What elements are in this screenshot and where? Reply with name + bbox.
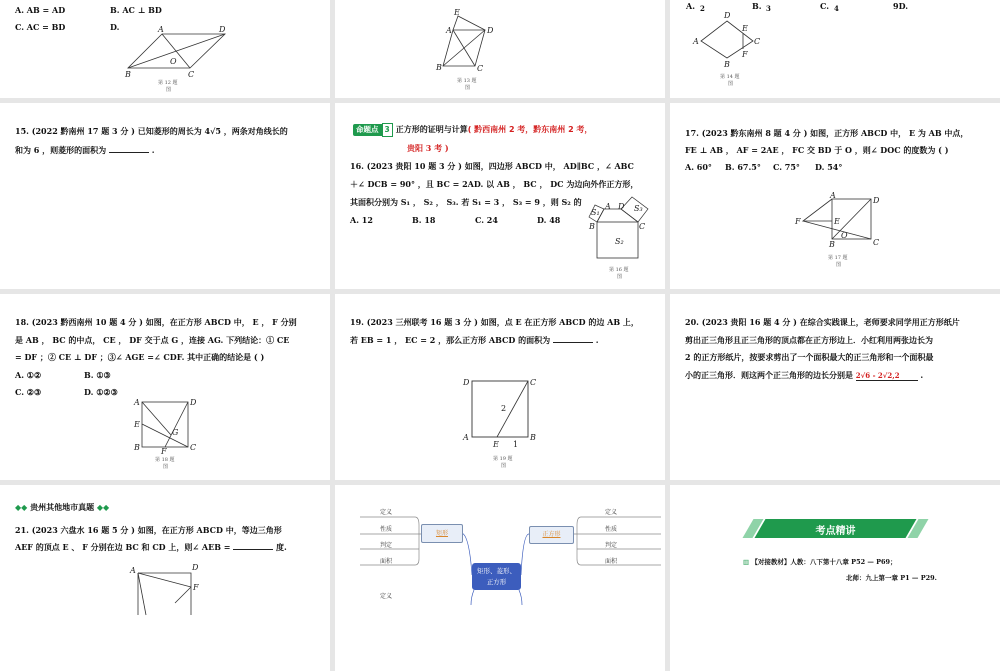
slide-thumbnail-q19[interactable] [335, 294, 665, 480]
mindmap-leaf[interactable]: 面积 [380, 558, 393, 565]
question-text: AEF 的顶点 E 、 F 分别在边 BC 和 CD 上，则∠ AEB = 度. [15, 542, 287, 552]
question-text: 15. (2022 黔南州 17 题 3 分 ) 已知菱形的周长为 4√5 ，两条对角线长的 [15, 126, 288, 136]
question-text: 是 AB ， BC 的中点， CE ， DF 交于点 G ，连接 AG. 下列结论：① CE [15, 335, 290, 345]
label-c: C [639, 222, 646, 231]
figure-14 [670, 0, 1000, 98]
option-c: C. AC = BD [15, 22, 66, 32]
question-text: 16. (2023 贵阳 10 题 3 分 ) 如图，四边形 ABCD 中， AD∥BC ，∠ ABC [350, 161, 634, 171]
label-c: C [754, 37, 761, 46]
slide-thumbnail-kaodian[interactable] [670, 485, 1000, 671]
topic-note: 贵阳 3 考 ) [407, 143, 449, 153]
slide-thumbnail-q18[interactable] [0, 294, 330, 480]
question-text: 19. (2023 三州联考 16 题 3 分 ) 如图，点 E 在正方形 ABCD 的边 AB 上， [350, 317, 639, 327]
label-e: E [834, 217, 840, 226]
label-o: O [170, 57, 177, 66]
slide-thumbnail-q17[interactable] [670, 103, 1000, 289]
question-text: ＋∠ DCB = 90° ，且 BC = 2AD. 以 AB ， BC ， DC 为边向外作正方形， [350, 179, 639, 189]
label-a: A [693, 37, 699, 46]
figure-13 [335, 0, 665, 98]
label-b: B [724, 60, 730, 69]
label-length-eb: 1 [513, 440, 519, 449]
question-text: 剪出正三角形且正三角形的顶点都在正方形边上．小红利用两张边长为 [685, 335, 933, 345]
mindmap-node-rectangle[interactable]: 矩形 [421, 524, 463, 543]
label-c: C [873, 238, 880, 247]
mindmap-center-node[interactable]: 矩形、菱形、正方形 [472, 563, 521, 590]
label-c: C [477, 64, 484, 73]
label-d: D [724, 11, 731, 20]
banner-title: 考点精讲 [815, 526, 856, 537]
label-d: D [487, 26, 494, 35]
slide-thumbnail-q20[interactable] [670, 294, 1000, 480]
label-s1: S₁ [591, 208, 600, 217]
label-a: A [134, 398, 140, 407]
label-a: A [158, 25, 164, 34]
label-e: E [742, 24, 748, 33]
question-text: = DF ；② CE ⊥ DF ；③∠ AGE =∠ CDF. 其中正确的结论是 ( ) [15, 352, 265, 362]
label-d: D [463, 378, 470, 387]
label-c: C [190, 443, 197, 452]
label-b: B [530, 433, 536, 442]
question-text: 2 的正方形纸片，按要求剪出了一个面积最大的正三角形和一个面积最 [685, 352, 934, 362]
figure-18 [0, 294, 330, 480]
mindmap-leaf[interactable]: 面积 [605, 558, 618, 565]
option-d: 9D. [893, 1, 909, 11]
book-icon: ▥ [743, 558, 750, 566]
question-text: 17. (2023 黔东南州 8 题 4 分 ) 如图，正方形 ABCD 中， E 为 AB 中点， [685, 128, 969, 138]
label-a: A [446, 26, 452, 35]
label-c: C [530, 378, 537, 387]
label-s2: S₂ [615, 237, 624, 246]
figure-caption: 第 13 题 [457, 78, 477, 84]
label-e: E [454, 8, 460, 17]
figure-caption: 第 16 题 [609, 267, 629, 273]
figure-21 [0, 485, 330, 671]
label-f: F [193, 583, 199, 592]
label-o: O [841, 231, 848, 240]
figure-17 [670, 103, 1000, 289]
option-b-value: 3 [766, 4, 771, 13]
figure-caption: 第 14 题 [720, 74, 740, 80]
mindmap-node-square[interactable]: 正方形 [529, 526, 574, 544]
option-a: A. AB = AD [15, 5, 66, 15]
label-b: B [436, 63, 442, 72]
figure-caption: 第 18 题 [155, 457, 175, 463]
label-b: B [589, 222, 595, 231]
figure-caption: 图 [465, 85, 471, 91]
label-d: D [618, 202, 625, 211]
label-d: D [219, 25, 226, 34]
topic-heading: 命题点 3 正方形的证明与计算( 黔西南州 2 考，黔东南州 2 考， [353, 123, 592, 137]
option-d: D. [110, 22, 120, 32]
figure-caption: 第 12 题 [158, 80, 178, 86]
option-c-value: 4 [834, 4, 839, 13]
figure-caption: 图 [501, 463, 507, 469]
option-a: A. 12 [350, 215, 373, 225]
figure-caption: 第 17 题 [828, 255, 848, 261]
question-text: 若 EB = 1 ， EC = 2 ，那么正方形 ABCD 的面积为 . [350, 335, 599, 345]
figure-16 [335, 103, 665, 289]
mindmap-leaf[interactable]: 定义 [605, 509, 618, 516]
slide-thumbnail-q13[interactable] [335, 0, 665, 98]
slide-thumbnail-mindmap[interactable] [335, 485, 665, 671]
option-c: C. ②③ [15, 387, 42, 397]
figure-caption: 图 [166, 87, 172, 93]
option-b: B. ①③ [84, 370, 111, 380]
mindmap-leaf[interactable]: 定义 [380, 509, 393, 516]
label-a: A [605, 202, 611, 211]
label-e: E [493, 440, 499, 449]
label-f: F [795, 217, 801, 226]
label-c: C [188, 70, 195, 79]
option-b: B. 18 [412, 215, 436, 225]
slide-thumbnail-q21[interactable] [0, 485, 330, 671]
mindmap-leaf[interactable]: 定义 [380, 593, 393, 600]
figure-caption: 图 [836, 262, 842, 268]
option-b: B. AC ⊥ BD [110, 5, 162, 15]
label-f: F [161, 447, 167, 456]
topic-badge: 命题点 [353, 124, 382, 136]
label-s3: S₃ [634, 204, 643, 213]
figure-caption: 图 [617, 274, 623, 280]
label-d: D [873, 196, 880, 205]
slide-thumbnail-q16[interactable] [335, 103, 665, 289]
mindmap-leaf[interactable]: 性质 [605, 526, 618, 533]
label-a: A [130, 566, 136, 575]
option-a: A. [686, 1, 695, 11]
option-b: B. [752, 1, 762, 11]
label-a: A [463, 433, 469, 442]
figure-19 [335, 294, 665, 480]
slide-thumbnail-q15[interactable] [0, 103, 330, 289]
figure-12 [0, 0, 330, 98]
mindmap-leaf[interactable]: 判定 [605, 542, 618, 549]
option-d: D. 48 [537, 215, 561, 225]
question-text: 和为 6 ，则菱形的面积为 . [15, 145, 155, 155]
textbook-reference: ▥ 【对接教材】人教：八下第十八章 P52 — P69； [743, 558, 897, 566]
mindmap-leaf[interactable]: 性质 [380, 526, 393, 533]
label-length-ec: 2 [501, 404, 507, 413]
label-b: B [125, 70, 131, 79]
question-text: 21. (2023 六盘水 16 题 5 分 ) 如图，在正方形 ABCD 中，等边三角形 [15, 525, 282, 535]
option-d: D. ①②③ [84, 387, 118, 397]
option-a: A. 60° [685, 162, 712, 172]
mindmap-leaf[interactable]: 判定 [380, 542, 393, 549]
label-g: G [172, 428, 179, 437]
answer-blank[interactable] [109, 144, 149, 153]
label-f: F [742, 50, 748, 59]
question-text: 小的正三角形．则这两个正三角形的边长分别是 2√6 - 2√2,2 . [685, 370, 924, 380]
section-header: ◆◆ 贵州其他地市真题 ◆◆ [15, 503, 110, 512]
section-banner [748, 519, 923, 538]
slide-thumbnail-q14[interactable] [670, 0, 1000, 98]
question-text: 18. (2023 黔西南州 10 题 4 分 ) 如图，在正方形 ABCD 中， E ， F 分别 [15, 317, 297, 327]
label-e: E [134, 420, 140, 429]
label-d: D [190, 398, 197, 407]
topic-badge-number: 3 [382, 123, 393, 137]
figure-caption: 图 [728, 81, 734, 87]
label-a: A [830, 191, 836, 200]
textbook-reference: 北师：九上第一章 P1 — P29. [846, 574, 937, 582]
label-b: B [134, 443, 140, 452]
option-c: C. 75° [773, 162, 800, 172]
option-b: B. 67.5° [725, 162, 761, 172]
slide-thumbnail-q12[interactable] [0, 0, 330, 98]
answer-text: 2√6 - 2√2,2 [856, 371, 918, 381]
question-text: 20. (2023 贵阳 16 题 4 分 ) 在综合实践课上，老师要求同学用正方形纸片 [685, 317, 960, 327]
option-a-value: 2 [700, 4, 705, 13]
question-text: 其面积分别为 S₁ ， S₂ ， S₃. 若 S₁ = 3 ， S₃ = 9 ，则 S₂ 的 [350, 197, 582, 207]
option-c: C. [820, 1, 830, 11]
option-a: A. ①② [15, 370, 42, 380]
figure-caption: 第 19 题 [493, 456, 513, 462]
label-b: B [829, 240, 835, 249]
option-c: C. 24 [475, 215, 498, 225]
question-text: FE ⊥ AB ， AF = 2AE ， FC 交 BD 于 O ，则∠ DOC 的度数为 ( ) [685, 145, 949, 155]
label-d: D [192, 563, 199, 572]
option-d: D. 54° [815, 162, 843, 172]
figure-caption: 图 [163, 464, 169, 470]
